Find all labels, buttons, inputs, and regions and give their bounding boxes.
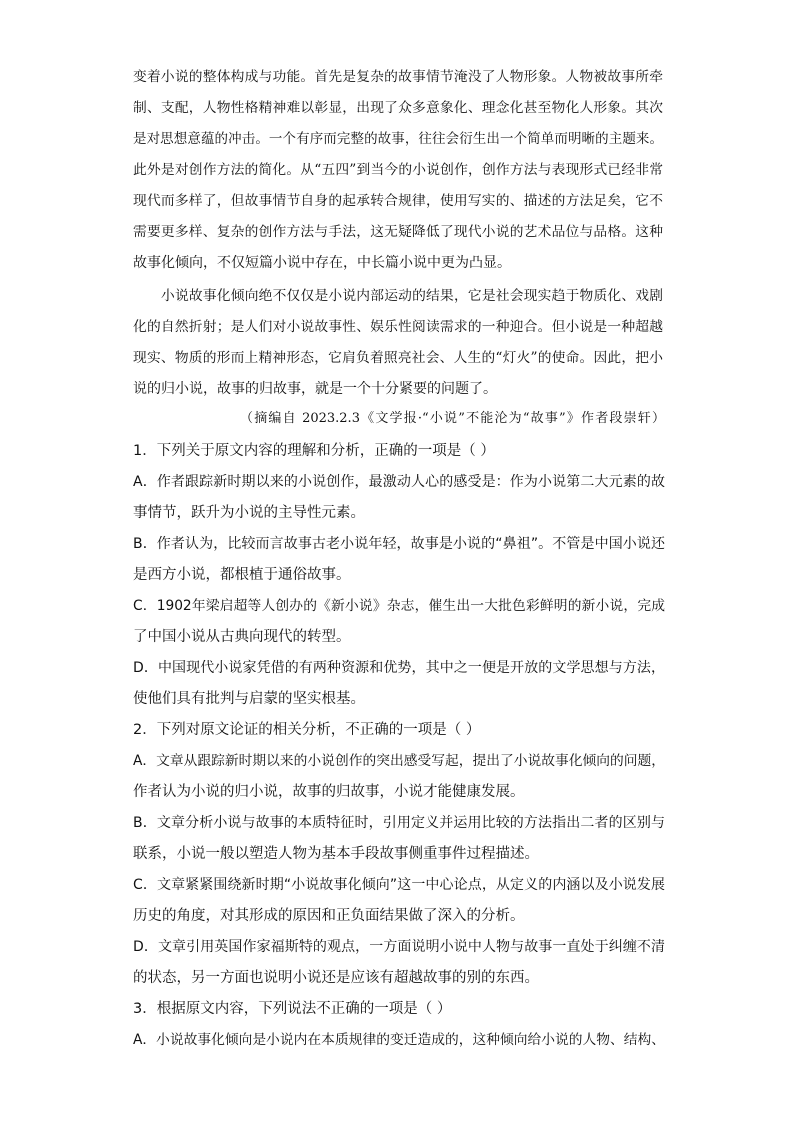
option-d-line: 的状态，另一方面也说明小说还是应该有超越故事的别的东西。: [133, 970, 539, 986]
passage-line: 现实、物质的形而上精神形态，它肩负着照亮社会、人生的“灯火”的使命。因此，把小: [133, 350, 663, 366]
passage-line: 化的自然折射；是人们对小说故事性、娱乐性阅读需求的一种迎合。但小说是一种超越: [133, 319, 663, 335]
source-citation: （摘编自 2023.2.3《文学报·“小说”不能沦为“故事”》作者段崇轩）: [240, 411, 665, 426]
option-a-line: 事情节，跃升为小说的主导性元素。: [133, 505, 365, 521]
passage-line: 说的归小说，故事的归故事，就是一个十分紧要的问题了。: [133, 381, 497, 397]
passage-line: 故事化倾向，不仅短篇小说中存在，中长篇小说中更为凸显。: [133, 255, 511, 271]
option-c-line: C．文章紧紧围绕新时期“小说故事化倾向”这一中心论点，从定义的内涵以及小说发展: [133, 877, 665, 893]
passage-line: 制、支配，人物性格精神难以彰显，出现了众多意象化、理念化甚至物化人形象。其次: [133, 100, 663, 116]
option-c-line: C．1902年梁启超等人创办的《新小说》杂志，催生出一大批色彩鲜明的新小说，完成: [133, 598, 665, 614]
passage-paragraph-2: [133, 281, 663, 405]
passage-line: 此外是对创作方法的简化。从“五四”到当今的小说创作，创作方法与表现形式已经非常: [133, 162, 663, 178]
option-c-line: 历史的角度，对其形成的原因和正负面结果做了深入的分析。: [133, 908, 525, 924]
question-stem: 1．下列关于原文内容的理解和分析，正确的一项是（ ）: [133, 443, 495, 459]
passage-line: 现代而多样了，但故事情节自身的起承转合规律，使用写实的、描述的方法足矣，它不: [133, 193, 663, 209]
option-b-line: 是西方小说，都根植于通俗故事。: [133, 567, 351, 583]
passage-line: 是对思想意蕴的冲击。一个有序而完整的故事，往往会衍生出一个简单而明晰的主题来。: [133, 131, 663, 147]
option-a-line: A．作者跟踪新时期以来的小说创作，最激动人心的感受是：作为小说第二大元素的故: [133, 474, 665, 490]
option-d-line: 使他们具有批判与启蒙的坚实根基。: [133, 691, 365, 707]
passage-line: 变着小说的整体构成与功能。首先是复杂的故事情节淹没了人物形象。人物被故事所牵: [133, 69, 663, 85]
passage-paragraph-1: [133, 62, 663, 279]
option-d-line: D．中国现代小说家凭借的有两种资源和优势，其中之一便是开放的文学思想与方法，: [133, 660, 665, 676]
option-a-line: A．文章从跟踪新时期以来的小说创作的突出感受写起，提出了小说故事化倾向的问题，: [133, 753, 665, 769]
question-stem: 3．根据原文内容，下列说法不正确的一项是（ ）: [133, 1001, 452, 1017]
option-a-line: 作者认为小说的归小说，故事的归故事，小说才能健康发展。: [133, 784, 525, 800]
question-3: [133, 994, 665, 1056]
question-1: [133, 436, 665, 715]
passage-line: 需要更多样、复杂的创作方法与手法，这无疑降低了现代小说的艺术品位与品格。这种: [133, 224, 663, 240]
question-stem: 2．下列对原文论证的相关分析，不正确的一项是（ ）: [133, 722, 481, 738]
passage-line: 小说故事化倾向绝不仅仅是小说内部运动的结果，它是社会现实趋于物质化、戏剧: [161, 288, 663, 304]
option-b-line: B．作者认为，比较而言故事古老小说年轻，故事是小说的“鼻祖”。不管是中国小说还: [133, 536, 665, 552]
option-a-line: A．小说故事化倾向是小说内在本质规律的变迁造成的，这种倾向给小说的人物、结构、: [133, 1032, 665, 1048]
option-b-line: B．文章分析小说与故事的本质特征时，引用定义并运用比较的方法指出二者的区别与: [133, 815, 665, 831]
question-2: [133, 715, 665, 994]
option-c-line: 了中国小说从古典向现代的转型。: [133, 629, 351, 645]
option-b-line: 联系，小说一般以塑造人物为基本手段故事侧重事件过程描述。: [133, 846, 539, 862]
option-d-line: D．文章引用英国作家福斯特的观点，一方面说明小说中人物与故事一直处于纠缠不清: [133, 939, 665, 955]
